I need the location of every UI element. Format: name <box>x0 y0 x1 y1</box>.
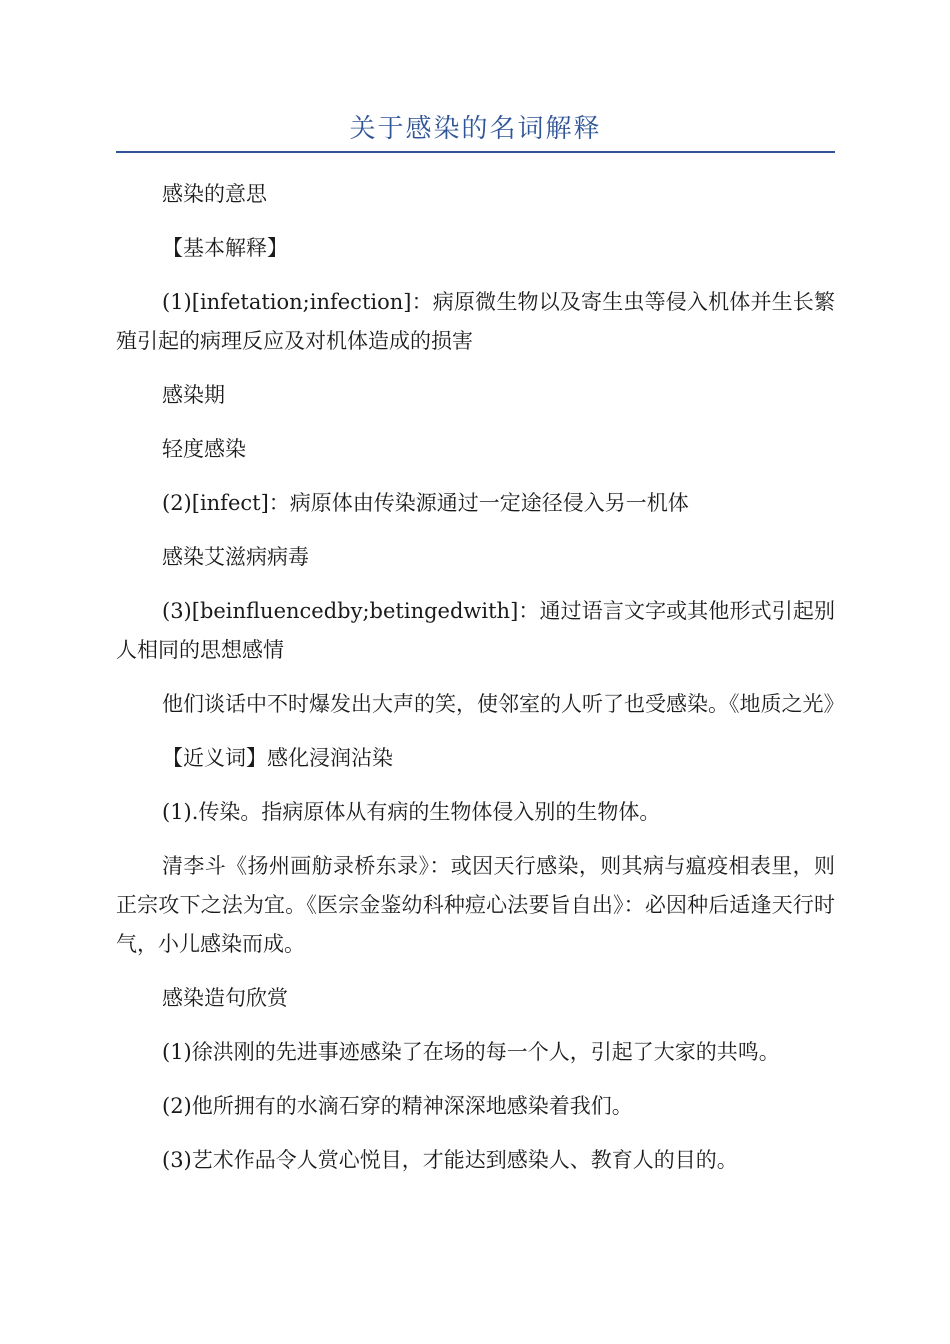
paragraph-definition-2: (2)[infect]：病原体由传染源通过一定途径侵入另一机体 <box>162 491 689 515</box>
paragraph-quote-dizhi: 他们谈话中不时爆发出大声的笑，使邻室的人听了也受感染。《地质之光》 <box>162 692 845 716</box>
document-page <box>116 108 845 1195</box>
paragraph-synonyms: 【近义词】感化浸润沾染 <box>162 746 393 770</box>
paragraph-definition-3: (3)[beinfluencedby;betingedwith]：通过语言文字或其他形式引起别人相同的思想感情 <box>116 599 835 662</box>
paragraph-basic-explanation: 【基本解释】 <box>162 236 288 260</box>
document-title: 关于感染的名词解释 <box>349 114 602 144</box>
paragraph-example-hiv: 感染艾滋病病毒 <box>162 545 309 569</box>
paragraph-heading-meaning: 感染的意思 <box>162 182 267 206</box>
paragraph-definition-1: (1)[infetation;infection]：病原微生物以及寄生虫等侵入机体并生长繁殖引起的病理反应及对机体造成的损害 <box>116 290 835 353</box>
paragraph-sentence-1: (1)徐洪刚的先进事迹感染了在场的每一个人，引起了大家的共鸣。 <box>162 1040 780 1064</box>
paragraph-example-mild-infection: 轻度感染 <box>162 437 246 461</box>
paragraph-sentence-2: (2)他所拥有的水滴石穿的精神深深地感染着我们。 <box>162 1094 633 1118</box>
title-underline <box>116 151 835 153</box>
paragraph-example-infection-period: 感染期 <box>162 383 225 407</box>
paragraph-sentence-3: (3)艺术作品令人赏心悦目，才能达到感染人、教育人的目的。 <box>162 1148 738 1172</box>
paragraph-sentence-heading: 感染造句欣赏 <box>162 986 288 1010</box>
paragraph-contagion: (1).传染。指病原体从有病的生物体侵入别的生物体。 <box>162 800 661 824</box>
paragraph-classical-quotes: 清李斗《扬州画舫录桥东录》：或因天行感染，则其病与瘟疫相表里，则正宗攻下之法为宜。《医宗金鉴幼科种痘心法要旨自出》：必因种后适逢天行时气，小儿感染而成。 <box>116 854 835 956</box>
